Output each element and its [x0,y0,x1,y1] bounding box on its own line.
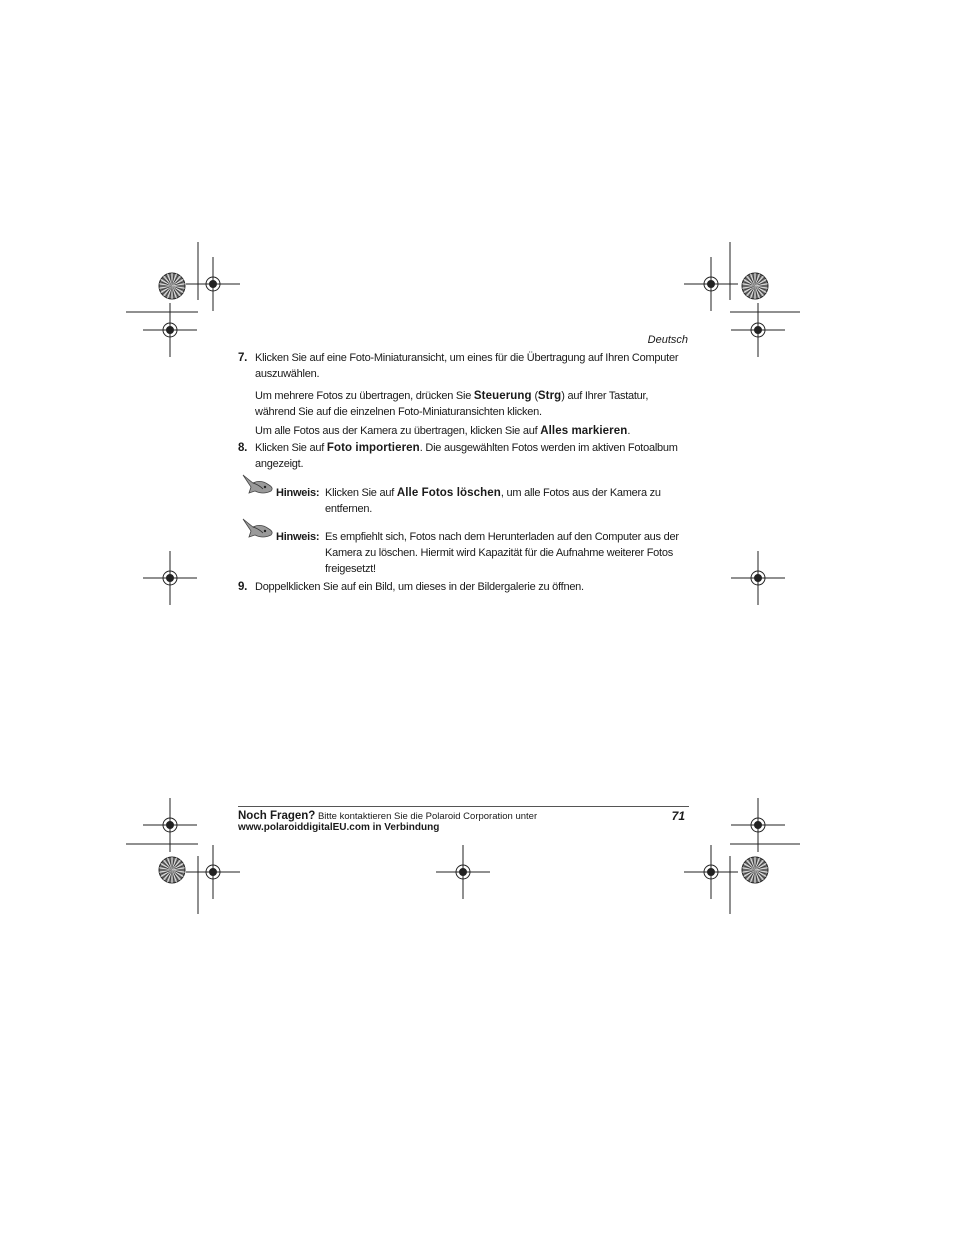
registration-mark-icon [436,845,490,899]
registration-mark-icon [186,257,240,311]
note-text: Es empfiehlt sich, Fotos nach dem Herunterladen auf den Computer aus der Kamera zu löschen. Hiermit wird Kapazität für die Aufnahme weiterer Fotos freigesetzt! [325,531,679,575]
step-9 [238,579,690,595]
note-text: Klicken Sie auf Alle Fotos löschen, um alle Fotos aus der Kamera zu entfernen. [325,487,661,515]
step-text: Doppelklicken Sie auf ein Bild, um dieses in der Bildergalerie zu öffnen. [255,581,584,593]
color-bar-starburst-icon [159,857,185,883]
menu-command: Foto importieren [326,442,420,454]
step-number: 8. [238,442,248,454]
note-1 [238,485,690,517]
page-footer [238,811,689,833]
step-number: 7. [238,352,248,364]
footer-rule [238,806,689,807]
step-text: Um mehrere Fotos zu übertragen, drücken Sie Steuerung (Strg) auf Ihrer Tastatur, während Sie auf die einzelnen Foto-Miniaturansichten klicken. [255,390,649,418]
step-8 [238,440,690,472]
footer-question: Noch Fragen? [238,810,316,822]
note-stingray-icon [241,473,275,502]
footer-url: www.polaroiddigitalEU.com in Verbindung [238,822,440,833]
note-label: Hinweis: [276,531,320,543]
step-text: Klicken Sie auf Foto importieren. Die ausgewählten Fotos werden im aktiven Fotoalbum angezeigt. [255,442,678,470]
page-number: 71 [671,809,685,823]
color-bar-starburst-icon [742,857,768,883]
note-stingray-icon [241,517,275,546]
registration-mark-icon [731,551,785,605]
color-bar-starburst-icon [159,273,185,299]
menu-command: Alles markieren [540,425,628,437]
color-bar-starburst-icon [742,273,768,299]
key-name: Strg [537,390,562,402]
step-number: 9. [238,581,248,593]
language-label: Deutsch [647,334,688,346]
registration-mark-icon [143,551,197,605]
footer-contact-line [238,811,689,822]
registration-mark-icon [186,845,240,899]
key-name: Steuerung [473,390,532,402]
step-text: Um alle Fotos aus der Kamera zu übertragen, klicken Sie auf Alles markieren. [255,425,631,437]
note-2 [238,529,690,577]
menu-command: Alle Fotos löschen [396,487,501,499]
note-label: Hinweis: [276,487,320,499]
registration-mark-icon [731,303,785,357]
step-text: Klicken Sie auf eine Foto-Miniaturansicht, um eines für die Übertragung auf Ihren Computer auszuwählen. [255,352,679,380]
instruction-body [238,350,690,595]
step-7 [238,350,690,439]
footer-contact: Bitte kontaktieren Sie die Polaroid Corporation unter [317,811,538,822]
registration-mark-icon [143,303,197,357]
